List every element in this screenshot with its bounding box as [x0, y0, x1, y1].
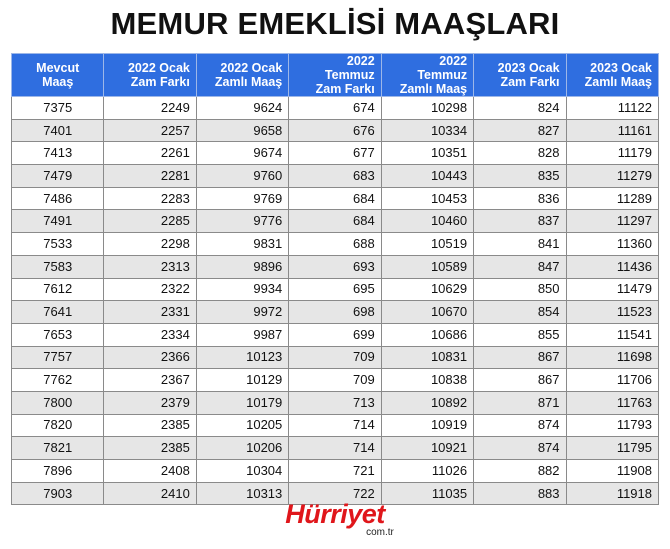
- table-cell: 2313: [104, 255, 196, 278]
- table-cell: 7486: [12, 187, 104, 210]
- column-header: [104, 54, 196, 97]
- table-cell: 828: [474, 142, 566, 165]
- table-row: [12, 119, 659, 142]
- table-cell: 10838: [381, 369, 473, 392]
- table-cell: 10351: [381, 142, 473, 165]
- table-cell: 10629: [381, 278, 473, 301]
- table-cell: 676: [289, 119, 381, 142]
- table-cell: 709: [289, 346, 381, 369]
- table-cell: 10686: [381, 323, 473, 346]
- table-row: [12, 278, 659, 301]
- column-header-line2: Zam Farkı: [500, 75, 560, 89]
- column-header-line2: Maaş: [42, 75, 74, 89]
- table-cell: 11763: [566, 391, 658, 414]
- table-row: [12, 255, 659, 278]
- table-cell: 2298: [104, 233, 196, 256]
- table-cell: 7533: [12, 233, 104, 256]
- table-cell: 677: [289, 142, 381, 165]
- table-cell: 695: [289, 278, 381, 301]
- table-cell: 693: [289, 255, 381, 278]
- logo-wordmark: Hürriyet: [285, 499, 385, 529]
- table-cell: 7491: [12, 210, 104, 233]
- table-cell: 10921: [381, 437, 473, 460]
- table-row: [12, 323, 659, 346]
- table-cell: 11793: [566, 414, 658, 437]
- table-cell: 7479: [12, 165, 104, 188]
- column-header-line2: Zamlı Maaş: [399, 82, 468, 96]
- table-cell: 683: [289, 165, 381, 188]
- table-row: [12, 210, 659, 233]
- table-cell: 10123: [196, 346, 288, 369]
- table-cell: 2334: [104, 323, 196, 346]
- table-cell: 871: [474, 391, 566, 414]
- table-cell: 10313: [196, 482, 288, 505]
- table-cell: 837: [474, 210, 566, 233]
- column-header-line2: Zam Farkı: [315, 82, 375, 96]
- hurriyet-logo: [0, 500, 670, 538]
- table-cell: 10129: [196, 369, 288, 392]
- table-row: [12, 460, 659, 483]
- table-cell: 11360: [566, 233, 658, 256]
- table-cell: 7821: [12, 437, 104, 460]
- table-cell: 11026: [381, 460, 473, 483]
- table-cell: 11161: [566, 119, 658, 142]
- column-header: [196, 54, 288, 97]
- table-cell: 9831: [196, 233, 288, 256]
- table-cell: 2257: [104, 119, 196, 142]
- table-cell: 2249: [104, 97, 196, 120]
- table-cell: 7757: [12, 346, 104, 369]
- table-cell: 674: [289, 97, 381, 120]
- table-cell: 714: [289, 414, 381, 437]
- table-cell: 835: [474, 165, 566, 188]
- table-cell: 11698: [566, 346, 658, 369]
- table-cell: 2331: [104, 301, 196, 324]
- table-cell: 7612: [12, 278, 104, 301]
- table-cell: 2261: [104, 142, 196, 165]
- column-header-line1: 2023 Ocak: [497, 61, 560, 75]
- table-cell: 11479: [566, 278, 658, 301]
- salary-table: [11, 53, 659, 505]
- table-row: [12, 233, 659, 256]
- table-cell: 11035: [381, 482, 473, 505]
- column-header-line1: 2023 Ocak: [590, 61, 652, 75]
- column-header-line2: Zamlı Maaş: [584, 75, 652, 89]
- column-header-line2: Zam Farkı: [130, 75, 190, 89]
- table-cell: 11297: [566, 210, 658, 233]
- table-cell: 10205: [196, 414, 288, 437]
- table-row: [12, 165, 659, 188]
- table-cell: 2385: [104, 414, 196, 437]
- table-cell: 684: [289, 210, 381, 233]
- table-body: [12, 97, 659, 505]
- table-cell: 9972: [196, 301, 288, 324]
- table-cell: 7641: [12, 301, 104, 324]
- table-cell: 2367: [104, 369, 196, 392]
- table-cell: 10519: [381, 233, 473, 256]
- table-cell: 9769: [196, 187, 288, 210]
- table-cell: 10334: [381, 119, 473, 142]
- table-cell: 874: [474, 437, 566, 460]
- table-cell: 7800: [12, 391, 104, 414]
- table-cell: 10206: [196, 437, 288, 460]
- table-row: [12, 414, 659, 437]
- table-cell: 10670: [381, 301, 473, 324]
- table-row: [12, 301, 659, 324]
- table-cell: 2283: [104, 187, 196, 210]
- table-cell: 10831: [381, 346, 473, 369]
- column-header-line2: Zamlı Maaş: [214, 75, 283, 89]
- table-cell: 9674: [196, 142, 288, 165]
- table-cell: 7820: [12, 414, 104, 437]
- table-cell: 698: [289, 301, 381, 324]
- table-cell: 684: [289, 187, 381, 210]
- table-cell: 11122: [566, 97, 658, 120]
- table-cell: 10919: [381, 414, 473, 437]
- table-cell: 2281: [104, 165, 196, 188]
- table-cell: 847: [474, 255, 566, 278]
- table-cell: 2322: [104, 278, 196, 301]
- table-cell: 709: [289, 369, 381, 392]
- table-cell: 10453: [381, 187, 473, 210]
- table-cell: 9760: [196, 165, 288, 188]
- table-cell: 7583: [12, 255, 104, 278]
- table-cell: 10892: [381, 391, 473, 414]
- table-cell: 11795: [566, 437, 658, 460]
- column-header-line1: 2022 Ocak: [127, 61, 190, 75]
- table-row: [12, 437, 659, 460]
- table-row: [12, 187, 659, 210]
- table-cell: 721: [289, 460, 381, 483]
- table-cell: 824: [474, 97, 566, 120]
- table-cell: 9987: [196, 323, 288, 346]
- page-title: MEMUR EMEKLİSİ MAAŞLARI: [110, 6, 560, 41]
- table-cell: 854: [474, 301, 566, 324]
- table-cell: 9776: [196, 210, 288, 233]
- column-header-line1: Mevcut: [36, 61, 80, 75]
- column-header: [289, 54, 381, 97]
- table-cell: 836: [474, 187, 566, 210]
- column-header: [381, 54, 473, 97]
- column-header: [12, 54, 104, 97]
- table-cell: 2385: [104, 437, 196, 460]
- column-header-line1: 2022 Temmuz: [417, 54, 468, 82]
- table-cell: 7413: [12, 142, 104, 165]
- table-cell: 9658: [196, 119, 288, 142]
- table-cell: 10589: [381, 255, 473, 278]
- column-header: [566, 54, 658, 97]
- table-cell: 867: [474, 369, 566, 392]
- table-cell: 2408: [104, 460, 196, 483]
- table-cell: 883: [474, 482, 566, 505]
- table-cell: 7903: [12, 482, 104, 505]
- table-cell: 9934: [196, 278, 288, 301]
- table-cell: 11706: [566, 369, 658, 392]
- table-cell: 2379: [104, 391, 196, 414]
- table-row: [12, 142, 659, 165]
- table-cell: 11279: [566, 165, 658, 188]
- table-cell: 714: [289, 437, 381, 460]
- logo-domain: com.tr: [366, 527, 394, 538]
- table-cell: 11908: [566, 460, 658, 483]
- column-header: [474, 54, 566, 97]
- table-cell: 11918: [566, 482, 658, 505]
- table-cell: 2410: [104, 482, 196, 505]
- table-cell: 874: [474, 414, 566, 437]
- table-cell: 10179: [196, 391, 288, 414]
- table-cell: 10443: [381, 165, 473, 188]
- table-cell: 7401: [12, 119, 104, 142]
- table-cell: 855: [474, 323, 566, 346]
- table-cell: 2366: [104, 346, 196, 369]
- table-row: [12, 346, 659, 369]
- table-cell: 9896: [196, 255, 288, 278]
- table-header-row: [12, 54, 659, 97]
- column-header-line1: 2022 Ocak: [220, 61, 283, 75]
- table-cell: 841: [474, 233, 566, 256]
- table-cell: 7653: [12, 323, 104, 346]
- table-cell: 882: [474, 460, 566, 483]
- table-cell: 7896: [12, 460, 104, 483]
- table-row: [12, 391, 659, 414]
- table-row: [12, 369, 659, 392]
- table-row: [12, 97, 659, 120]
- table-cell: 10460: [381, 210, 473, 233]
- table-cell: 11436: [566, 255, 658, 278]
- table-cell: 9624: [196, 97, 288, 120]
- table-cell: 699: [289, 323, 381, 346]
- table-cell: 850: [474, 278, 566, 301]
- table-cell: 11179: [566, 142, 658, 165]
- table-cell: 10298: [381, 97, 473, 120]
- table-cell: 7375: [12, 97, 104, 120]
- table-cell: 11541: [566, 323, 658, 346]
- table-cell: 2285: [104, 210, 196, 233]
- table-cell: 713: [289, 391, 381, 414]
- table-cell: 7762: [12, 369, 104, 392]
- table-cell: 867: [474, 346, 566, 369]
- table-cell: 722: [289, 482, 381, 505]
- table-cell: 10304: [196, 460, 288, 483]
- table-cell: 11523: [566, 301, 658, 324]
- table-cell: 827: [474, 119, 566, 142]
- column-header-line1: 2022 Temmuz: [324, 54, 375, 82]
- table-cell: 11289: [566, 187, 658, 210]
- table-cell: 688: [289, 233, 381, 256]
